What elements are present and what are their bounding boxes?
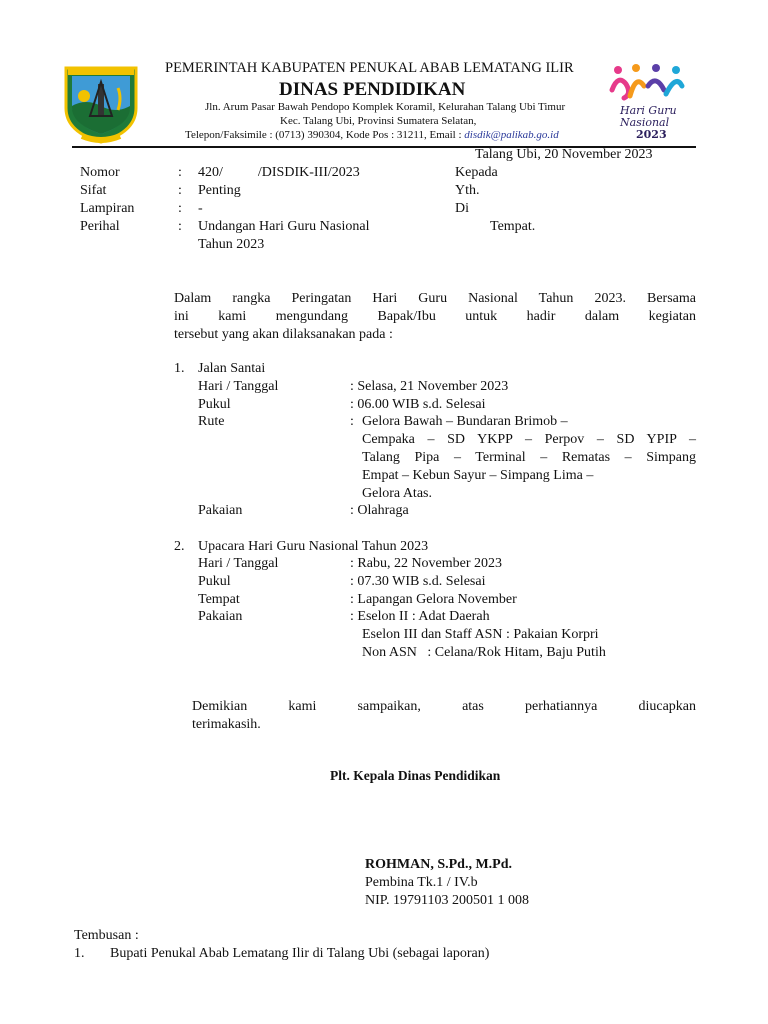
signer-nip: NIP. 19791103 200501 1 008	[365, 893, 529, 908]
recipient-kepada: Kepada	[455, 165, 498, 180]
department-name: DINAS PENDIDIKAN	[279, 79, 466, 100]
perihal-label: Perihal	[80, 219, 120, 234]
perihal-colon: :	[178, 219, 182, 234]
event-1-rute-line-1: Gelora Bawah – Bundaran Brimob –	[362, 414, 568, 429]
place-date: Talang Ubi, 20 November 2023	[475, 147, 653, 162]
event-1-hari-label: Hari / Tanggal	[198, 379, 279, 394]
event-2-tempat-value: : Lapangan Gelora November	[350, 592, 517, 607]
lampiran-label: Lampiran	[80, 201, 135, 216]
signer-position: Plt. Kepala Dinas Pendidikan	[330, 768, 501, 783]
hari-guru-logo-line-2: Nasional	[620, 116, 670, 129]
event-2-pukul-label: Pukul	[198, 574, 231, 589]
event-1-number: 1.	[174, 361, 185, 376]
event-1-rute-colon: :	[350, 414, 354, 429]
event-2-hari-value: : Rabu, 22 November 2023	[350, 556, 503, 571]
recipient-di: Di	[455, 201, 469, 216]
event-1-pukul-label: Pukul	[198, 397, 231, 412]
closing-line-2: terimakasih.	[192, 717, 261, 732]
recipient-yth: Yth.	[455, 183, 480, 198]
hari-guru-logo-line-3: 2023	[636, 128, 667, 141]
event-2-pakaian-value-1: : Eselon II : Adat Daerah	[350, 609, 490, 624]
signer-rank: Pembina Tk.1 / IV.b	[365, 875, 478, 890]
event-1-pukul-value: : 06.00 WIB s.d. Selesai	[350, 397, 486, 412]
hari-guru-logo-line-1: Hari Guru	[620, 104, 677, 117]
tembusan-label: Tembusan :	[74, 928, 139, 943]
event-1-title: Jalan Santai	[198, 361, 266, 376]
signer-name: ROHMAN, S.Pd., M.Pd.	[365, 857, 512, 872]
regency-logo	[60, 62, 142, 144]
lampiran-value: -	[198, 201, 203, 216]
intro-line-2: ini kami mengundang Bapak/Ibu untuk hadir dalam kegiatan	[174, 309, 696, 324]
nomor-colon: :	[178, 165, 182, 180]
government-name: PEMERINTAH KABUPATEN PENUKAL ABAB LEMATANG ILIR	[165, 60, 574, 76]
address-line-2: Kec. Talang Ubi, Provinsi Sumatera Selatan,	[280, 115, 477, 127]
intro-line-1: Dalam rangka Peringatan Hari Guru Nasional Tahun 2023. Bersama	[174, 291, 696, 306]
event-2-tempat-label: Tempat	[198, 592, 240, 607]
event-1-hari-value: : Selasa, 21 November 2023	[350, 379, 509, 394]
tembusan-item-text: Bupati Penukal Abab Lematang Ilir di Talang Ubi (sebagai laporan)	[110, 946, 490, 961]
event-2-pakaian-value-2: Eselon III dan Staff ASN : Pakaian Korpri	[362, 627, 599, 642]
contact-text: Telepon/Faksimile : (0713) 390304, Kode Pos : 31211, Email :	[185, 129, 465, 141]
event-1-pakaian-value: : Olahraga	[350, 503, 409, 518]
intro-line-3: tersebut yang akan dilaksanakan pada :	[174, 327, 393, 342]
event-2-pakaian-value-3: Non ASN : Celana/Rok Hitam, Baju Putih	[362, 645, 606, 660]
event-1-rute-line-2: Cempaka – SD YKPP – Perpov – SD YPIP –	[362, 432, 696, 447]
nomor-value: 420/ /DISDIK-III/2023	[198, 165, 360, 180]
nomor-label: Nomor	[80, 165, 120, 180]
recipient-tempat: Tempat.	[490, 219, 536, 234]
contact-line	[185, 129, 559, 141]
event-2-pukul-value: : 07.30 WIB s.d. Selesai	[350, 574, 486, 589]
event-1-rute-line-5: Gelora Atas.	[362, 486, 432, 501]
sifat-label: Sifat	[80, 183, 107, 198]
lampiran-colon: :	[178, 201, 182, 216]
closing-line-1: Demikian kami sampaikan, atas perhatiannya diucapkan	[192, 699, 696, 714]
sifat-colon: :	[178, 183, 182, 198]
event-2-title: Upacara Hari Guru Nasional Tahun 2023	[198, 539, 429, 554]
perihal-value-line-1: Undangan Hari Guru Nasional	[198, 219, 370, 234]
address-line-1: Jln. Arum Pasar Bawah Pendopo Komplek Koramil, Kelurahan Talang Ubi Timur	[205, 101, 566, 113]
event-1-rute-label: Rute	[198, 414, 225, 429]
event-1-rute-line-3: Talang Pipa – Terminal – Rematas – Simpang	[362, 450, 696, 465]
event-1-pakaian-label: Pakaian	[198, 503, 243, 518]
email-link[interactable]: disdik@palikab.go.id	[464, 129, 559, 141]
perihal-value-line-2: Tahun 2023	[198, 237, 265, 252]
event-2-number: 2.	[174, 539, 185, 554]
tembusan-item-number: 1.	[74, 946, 85, 961]
event-1-rute-line-4: Empat – Kebun Sayur – Simpang Lima –	[362, 468, 594, 483]
event-2-hari-label: Hari / Tanggal	[198, 556, 279, 571]
sifat-value: Penting	[198, 183, 241, 198]
event-2-pakaian-label: Pakaian	[198, 609, 243, 624]
